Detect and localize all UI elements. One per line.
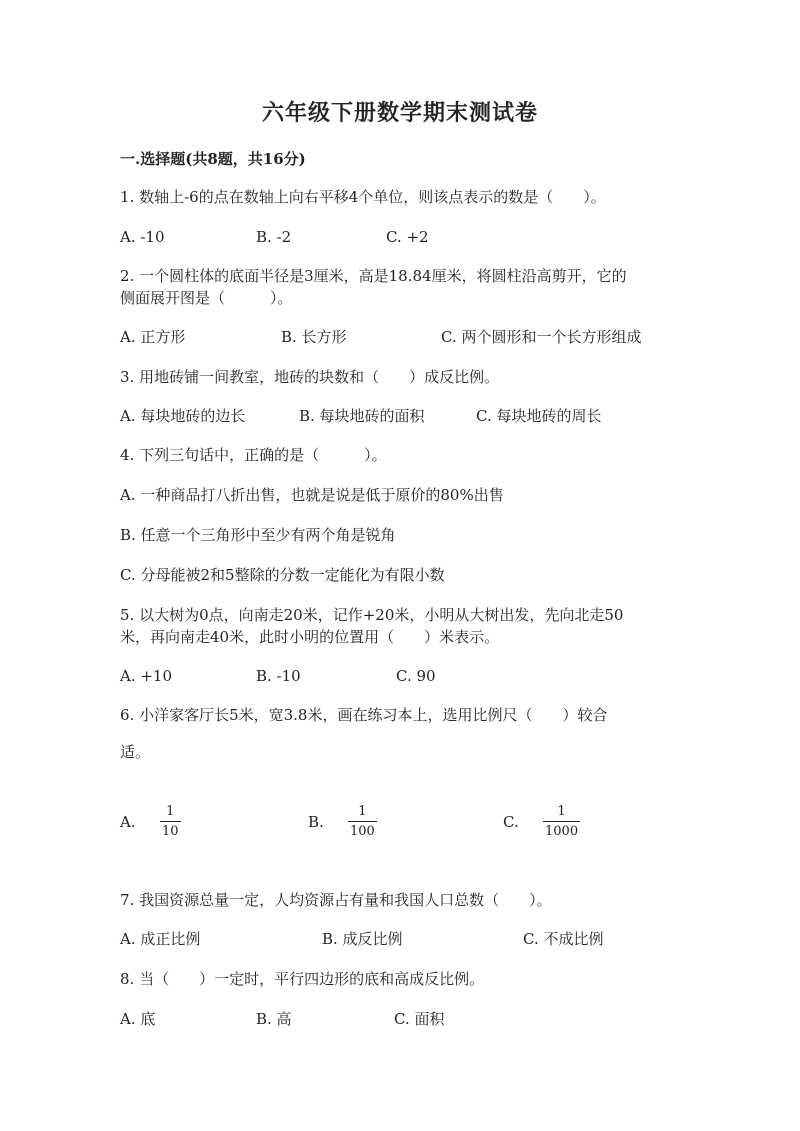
question-4-option-b[interactable]: B. 任意一个三角形中至少有两个角是锐角 [120,526,396,544]
question-7-text: 7. 我国资源总量一定，人均资源占有量和我国人口总数（ ）。 [120,891,552,909]
fraction-bar [160,821,181,822]
question-8-option-a[interactable]: A. 底 [120,1010,156,1028]
question-2-option-a[interactable]: A. 正方形 [120,328,186,346]
question-5-option-b[interactable]: B. -10 [256,667,301,685]
question-6-option-a[interactable]: A. [120,813,136,831]
page-title: 六年级下册数学期末测试卷 [261,100,538,126]
question-5-text-line-2: 米，再向南走40米，此时小明的位置用（ ）米表示。 [120,628,500,646]
question-6-option-b[interactable]: B. [308,813,324,831]
question-3-option-a[interactable]: A. 每块地砖的边长 [120,407,246,425]
question-1-text: 1. 数轴上-6的点在数轴上向右平移4个单位，则该点表示的数是（ ）。 [120,188,606,206]
question-7-option-a[interactable]: A. 成正比例 [120,930,201,948]
fraction-denominator: 1000 [545,824,579,839]
question-3-option-c[interactable]: C. 每块地砖的周长 [476,407,602,425]
question-4-text: 4. 下列三句话中，正确的是（ ）。 [120,446,387,464]
question-3-option-b[interactable]: B. 每块地砖的面积 [299,407,425,425]
fraction-bar [348,821,377,822]
question-2-option-c[interactable]: C. 两个圆形和一个长方形组成 [441,328,642,346]
question-6-text-line-2: 适。 [120,743,151,761]
question-6-text-line-1: 6. 小洋家客厅长5米，宽3.8米，画在练习本上，选用比例尺（ ）较合 [120,706,608,724]
question-5-option-c[interactable]: C. 90 [396,667,436,685]
question-6-option-c-fraction [543,804,580,839]
question-2-text-line-1: 2. 一个圆柱体的底面半径是3厘米，高是18.84厘米，将圆柱沿高剪开，它的 [120,267,627,285]
question-1-option-a[interactable]: A. -10 [120,228,165,246]
question-1-option-b[interactable]: B. -2 [256,228,292,246]
question-6-option-a-fraction [160,804,181,839]
question-8-option-b[interactable]: B. 高 [256,1010,292,1028]
fraction-denominator: 100 [350,824,375,839]
fraction-numerator: 1 [358,804,367,819]
question-6-option-b-fraction [348,804,377,839]
question-6-option-c[interactable]: C. [503,813,519,831]
fraction-numerator: 1 [557,804,566,819]
question-8-option-c[interactable]: C. 面积 [394,1010,445,1028]
question-2-option-b[interactable]: B. 长方形 [281,328,347,346]
question-3-text: 3. 用地砖铺一间教室，地砖的块数和（ ）成反比例。 [120,368,500,386]
question-1-option-c[interactable]: C. +2 [386,228,429,246]
fraction-numerator: 1 [166,804,175,819]
question-4-option-c[interactable]: C. 分母能被2和5整除的分数一定能化为有限小数 [120,566,445,584]
question-7-option-c[interactable]: C. 不成比例 [523,930,604,948]
question-4-option-a[interactable]: A. 一种商品打八折出售，也就是说是低于原价的80%出售 [120,486,504,504]
question-5-text-line-1: 5. 以大树为0点，向南走20米，记作+20米，小明从大树出发，先向北走50 [120,606,624,624]
question-5-option-a[interactable]: A. +10 [120,667,173,685]
question-8-text: 8. 当（ ）一定时，平行四边形的底和高成反比例。 [120,970,485,988]
fraction-denominator: 10 [162,824,179,839]
section-heading: 一.选择题(共8题，共16分) [120,150,306,168]
question-2-text-line-2: 侧面展开图是（ ）。 [120,289,293,307]
question-7-option-b[interactable]: B. 成反比例 [322,930,403,948]
fraction-bar [543,821,580,822]
